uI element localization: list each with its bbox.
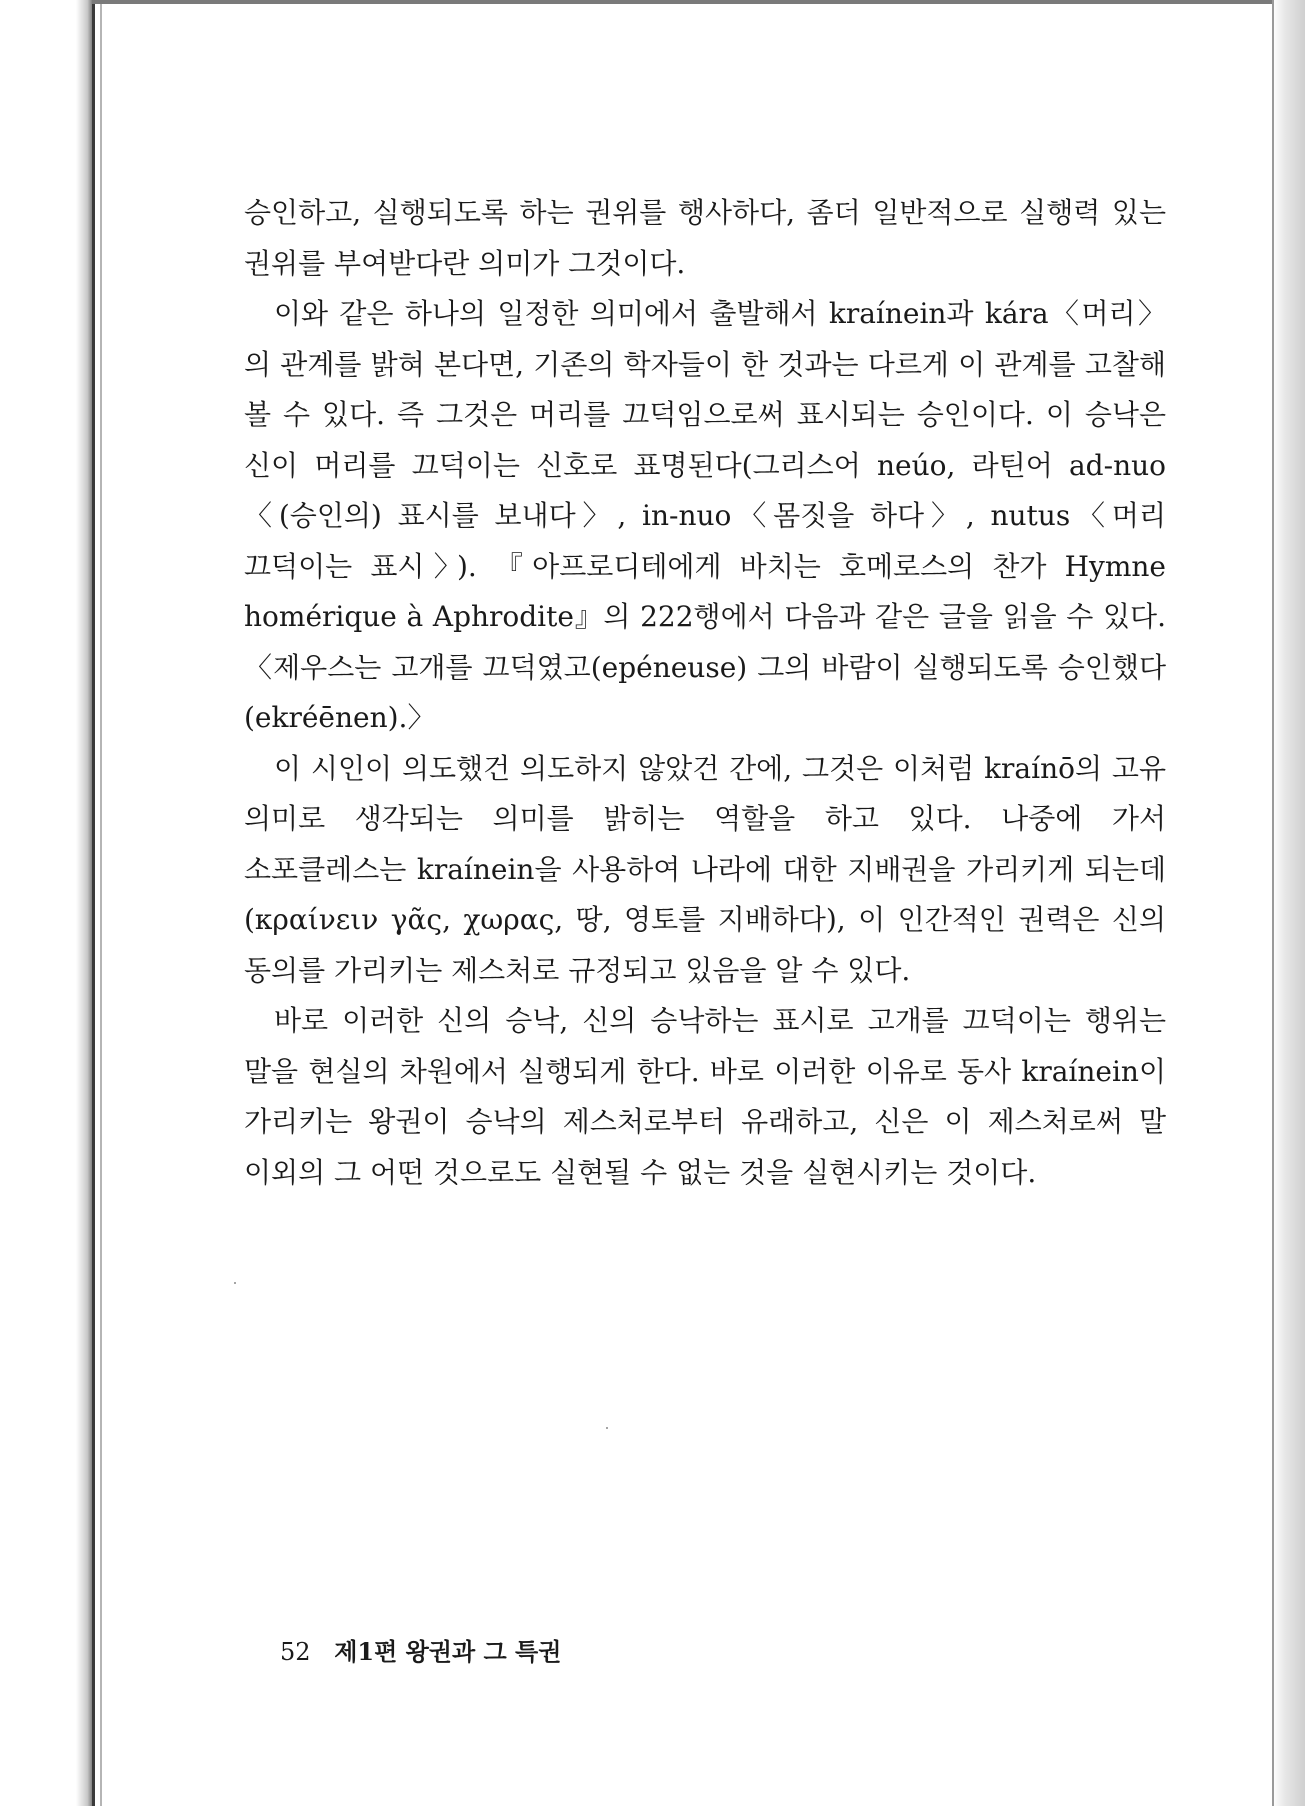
page-right-border: [1272, 0, 1274, 1806]
scan-speck: [234, 1282, 236, 1284]
page-top-border: [92, 0, 1272, 4]
page-right-shadow: [1273, 0, 1305, 1806]
page-left-inner-border: [100, 0, 102, 1806]
paragraph-3: 이 시인이 의도했건 의도하지 않았건 간에, 그것은 이처럼 kraínō의 고유 의미로 생각되는 의미를 밝히는 역할을 하고 있다. 나중에 가서 소포클레스는 kraínein을 사용하여 나라에 대한 지배권을 가리키게 되는데(κραίνειν γᾶς, χωρας, 땅, 영토를 지배하다), 이 인간적인 권력은 신의 동의를 가리키는 제스처로 규정되고 있음을 알 수 있다.: [244, 751, 1166, 987]
running-head: 제1편 왕권과 그 특권: [334, 1637, 562, 1666]
book-spine-shadow: [0, 0, 95, 1806]
paragraph-1: 승인하고, 실행되도록 하는 권위를 행사하다, 좀더 일반적으로 실행력 있는 권위를 부여받다란 의미가 그것이다.: [244, 196, 1166, 280]
paragraph-4: 바로 이러한 신의 승낙, 신의 승낙하는 표시로 고개를 끄덕이는 행위는 말을 현실의 차원에서 실행되게 한다. 바로 이러한 이유로 동사 kraínein이 가리키는 왕권이 승낙의 제스처로부터 유래하고, 신은 이 제스처로써 말 이외의 그 어떤 것으로도 실현될 수 없는 것을 실현시키는 것이다.: [244, 1004, 1166, 1189]
page-number: 52: [280, 1638, 311, 1666]
body-text: [244, 188, 1166, 1198]
page-left-border: [92, 0, 95, 1806]
scan-speck: [606, 1427, 608, 1429]
paragraph-2: 이와 같은 하나의 일정한 의미에서 출발해서 kraínein과 kára〈머리〉의 관계를 밝혀 본다면, 기존의 학자들이 한 것과는 다르게 이 관계를 고찰해 볼 수 있다. 즉 그것은 머리를 끄덕임으로써 표시되는 승인이다. 이 승낙은 신이 머리를 끄덕이는 신호로 표명된다(그리스어 neúo, 라틴어 ad-nuo〈(승인의) 표시를 보내다〉, in-nuo〈몸짓을 하다〉, nutus〈머리 끄덕이는 표시〉). 『아프로디테에게 바치는 호메로스의 찬가 Hymne homérique à Aphrodite』의 222행에서 다음과 같은 글을 읽을 수 있다. 〈제우스는 고개를 끄덕였고(epéneuse) 그의 바람이 실행되도록 승인했다(ekréēnen).〉: [244, 297, 1166, 734]
page-footer: [280, 1632, 561, 1667]
